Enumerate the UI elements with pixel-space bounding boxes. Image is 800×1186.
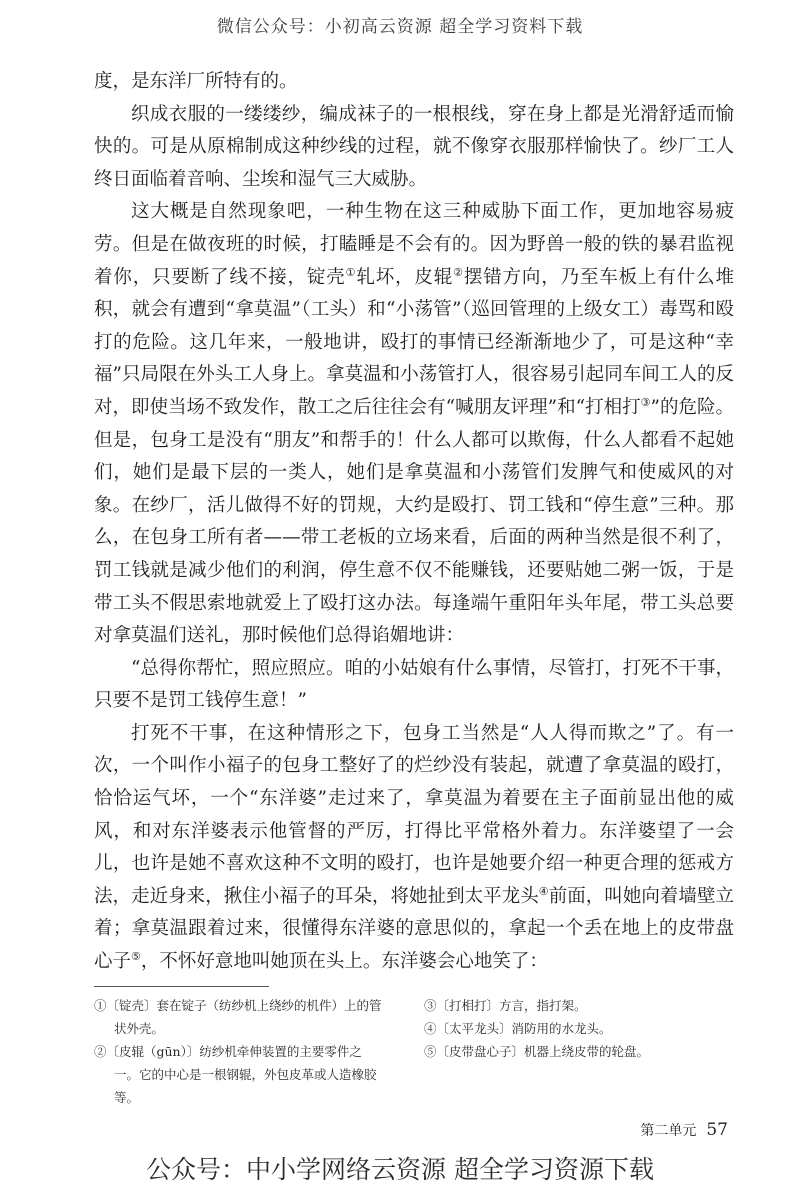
bottom-watermark: 公众号：中小学网络云资源 超全学习资源下载 [146,1155,654,1184]
footnote-marker-1: ① [345,265,357,279]
paragraph-1: 织成衣服的一缕缕纱，编成袜子的一根根线，穿在身上都是光滑舒适而愉快的。可是从原棉制成这种纱线的过程，就不像穿衣服那样愉快了。纱厂工人终日面临着音响、尘埃和湿气三大威胁。 [94,103,734,190]
paragraph-2-text-d: ”的危险。但是，包身工是没有“朋友”和帮手的！什么人都可以欺侮，什么人都看不起她们，她们是最下层的一类人，她们是拿莫温和小荡管们发脾气和使威风的对象。在纱厂，活儿做得不好的罚规，大约是殴打、罚工钱和“停生意”三种。那么，在包身工所有者——带工老板的立场来看，后面的两种当然是很不利了，罚工钱就是减少他们的利润，停生意不仅不能赚钱，还要贴她二粥一饭，于是带工头不假思索地就爱上了殴打这办法。每逢端午重阳年头年尾，带工头总要对拿莫温们送礼，那时候他们总得谄媚地讲： [94,396,734,647]
paragraph-4-text-a: 打死不干事，在这种情形之下，包身工当然是“人人得而欺之”了。有一次，一个叫作小福子的包身工整好了的烂纱没有装起，就遭了拿莫温的殴打，恰恰运气坏，一个“东洋婆”走过来了，拿莫温为着要在主子面前显出他的威风，和对东洋婆表示他管督的严厉，打得比平常格外着力。东洋婆望了一会儿，也许是她不喜欢这种不文明的殴打，也许是她要介绍一种更合理的惩戒方法，走近身来，揪住小福子的耳朵，将她扯到太平龙头 [94,722,734,907]
paragraph-2-text-c: 摆错方向，乃至车板上有什么堆积，就会有遭到“拿莫温”（工头）和“小荡管”（巡回管理的上级女工）毒骂和殴打的危险。这几年来，一般地讲，殴打的事情已经渐渐地少了，可是这种“幸福”只局限在外头工人身上。拿莫温和小荡管打人，很容易引起同车间工人的反对，即使当场不致发作，散工之后往往会有“喊朋友评理”和“打相打 [94,266,734,418]
paragraph-2-text-a: 这大概是自然现象吧，一种生物在这三种威胁下面工作，更加地容易疲劳。但是在做夜班的时候，打瞌睡是不会有的。因为野兽一般的铁的暴君监视着你，只要断了线不接，锭壳 [94,201,734,288]
top-watermark: 微信公众号：小初高云资源 超全学习资料下载 [216,17,584,37]
footnote-1: ①〔锭壳〕套在锭子（纺纱机上绕纱的机件）上的管状外壳。 [94,998,382,1036]
paragraph-3-quote: “总得你帮忙，照应照应。咱的小姑娘有什么事情，尽管打，打死不干事，只要不是罚工钱停生意！” [94,657,734,712]
footnote-marker-5: ⑤ [131,949,141,963]
footnotes-right-column [424,994,744,1063]
footnote-4: ④〔太平龙头〕消防用的水龙头。 [424,1021,612,1036]
unit-label: 第二单元 [640,1123,697,1139]
footnote-2: ②〔皮辊（gūn）〕纺纱机牵伸装置的主要零件之一。它的中心是一根钢辊，外包皮革或人造橡胶等。 [94,1044,377,1105]
paragraph-2-text-b: 轧坏，皮辊 [356,266,454,288]
paragraph-4 [94,718,734,979]
paragraph-2 [94,196,734,652]
article-body [94,66,734,979]
paragraph-4-text-c: ，不怀好意地叫她顶在头上。东洋婆会心地笑了： [140,951,548,973]
footnote-3: ③〔打相打〕方言，指打架。 [424,998,587,1013]
footnote-marker-3: ③ [640,395,651,409]
footnote-divider [94,986,269,987]
page-footer [640,1120,728,1140]
paragraph-0: 度，是东洋厂所特有的。 [94,71,298,92]
paragraph-4-text-b: 前面，叫她向着墙壁立着；拿莫温跟着过来，很懂得东洋婆的意思似的，拿起一个丢在地上的皮带盘心子 [94,885,734,973]
footnote-marker-4: ④ [538,884,549,898]
footnotes-left-column [94,994,384,1109]
page-number: 57 [706,1120,728,1140]
footnote-5: ⑤〔皮带盘心子〕机器上绕皮带的轮盘。 [424,1044,650,1059]
footnote-marker-2: ② [453,265,464,279]
